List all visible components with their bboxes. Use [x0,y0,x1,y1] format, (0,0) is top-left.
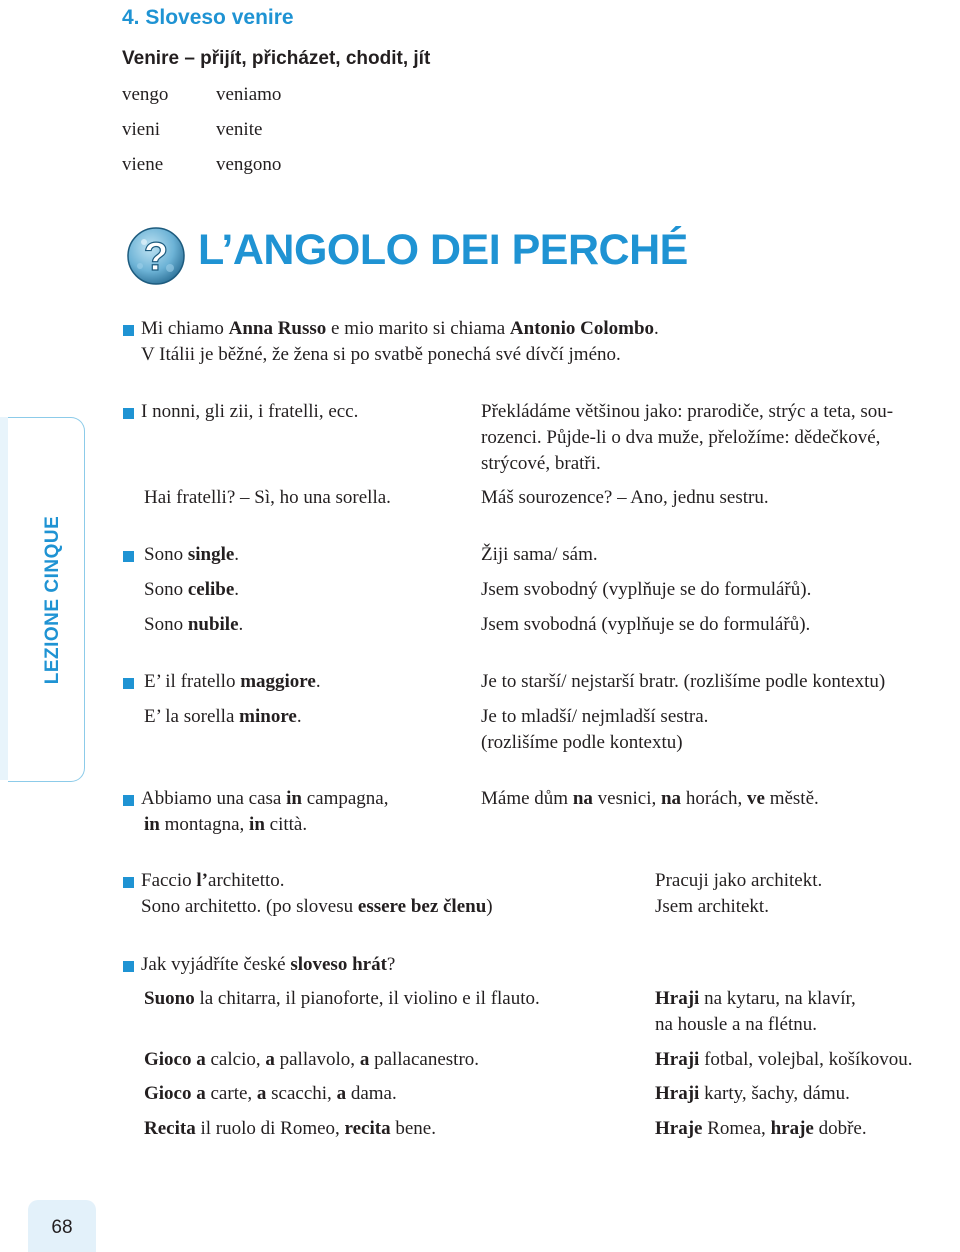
keyword-bold: l’ [196,870,209,891]
bullet2-cz1-line1: Překládáme většinou jako: prarodiče, strýc a teta, sou- [481,401,894,422]
keyword-bold: a [256,1083,267,1104]
bullet2-it1: I nonni, gli zii, i fratelli, ecc. [141,401,359,422]
keyword-bold: in [249,814,265,835]
conj-cell: vengo [122,84,169,105]
text: Jak vyjádříte české [141,954,291,975]
text: bene. [390,1118,436,1139]
keyword-bold: ve [747,788,765,809]
bullet4-cz1: Je to starší/ nejstarší bratr. (rozlišíme podle kontextu) [481,671,886,692]
text: ? [386,954,396,975]
bullet-square-icon [123,877,134,888]
bullet4-cz2: Je to mladší/ nejmladší sestra. [481,706,709,727]
bullet7-cz1b: na housle a na flétnu. [655,1014,817,1035]
bullet1-line2: V Itálii je běžné, že žena si po svatbě ponechá své dívčí jméno. [141,344,621,365]
bullet6-cz2: Jsem architekt. [655,896,769,917]
keyword-bold: Gioco a [144,1083,206,1104]
keyword-bold: essere bez členu [357,896,487,917]
bullet6-it1 [141,870,285,892]
text: městě. [764,788,819,809]
keyword-bold: Suono [144,988,195,1009]
keyword-bold: nubile [187,614,239,635]
bullet4-it2 [144,706,302,728]
question-mark-badge-icon [126,226,186,286]
verb-title: Venire – přijít, přicházet, chodit, jít [122,48,431,69]
text: pallacanestro. [369,1049,480,1070]
text: . [234,544,240,565]
text: na kytaru, na klavír, [699,988,856,1009]
conj-cell: viene [122,154,164,175]
bullet2-cz1-line3: strýcové, bratři. [481,453,601,474]
text: . [315,671,321,692]
bullet7-cz2 [655,1049,913,1071]
bullet6-it2 [141,896,493,918]
section-title: 4. Sloveso venire [122,6,294,29]
name-bold: Antonio Colombo [509,318,655,339]
side-tab-strip [0,417,8,780]
bullet5-cz [481,788,819,810]
bullet-square-icon [123,795,134,806]
bullet3-cz-line: Jsem svobodný (vyplňuje se do formulářů). [481,579,812,600]
bullet7-it4 [144,1118,436,1140]
bullet4-it1 [144,671,321,693]
keyword-bold: recita [344,1118,391,1139]
text: dobře. [813,1118,867,1139]
text: E’ il fratello [144,671,241,692]
keyword-bold: single [187,544,235,565]
bullet7-it2 [144,1049,479,1071]
text: . [296,706,302,727]
side-tab-label: LEZIONE CINQUE [42,515,63,685]
text: Mi chiamo [141,318,229,339]
conj-cell: vengono [216,154,282,175]
text: la chitarra, il pianoforte, il violino e il flauto. [194,988,540,1009]
keyword-bold: in [144,814,160,835]
bullet3-it-line [144,544,239,566]
keyword-bold: in [286,788,302,809]
text: horách, [681,788,748,809]
keyword-bold: minore [239,706,297,727]
text: Máme dům [481,788,573,809]
svg-text:?: ? [143,235,169,279]
text: vesnici, [592,788,661,809]
keyword-bold: sloveso hrát [290,954,387,975]
keyword-bold: hraje [770,1118,814,1139]
bullet5-it2 [144,814,307,836]
bullet-square-icon [123,325,134,336]
bullet3-cz-line: Jsem svobodná (vyplňuje se do formulářů). [481,614,811,635]
bullet1-line1 [141,318,659,340]
keyword-bold: a [336,1083,347,1104]
text: scacchi, [266,1083,337,1104]
keyword-bold: Gioco a [144,1049,206,1070]
text: campagna, [301,788,389,809]
keyword-bold: a [359,1049,370,1070]
text: Sono [144,579,188,600]
keyword-bold: Recita [144,1118,196,1139]
text: città. [264,814,308,835]
bullet7-cz4 [655,1118,867,1140]
keyword-bold: Hraji [655,1049,700,1070]
angolo-title: L’ANGOLO DEI PERCHÉ [198,226,688,274]
text: montagna, [159,814,250,835]
bullet2-cz2: Máš sourozence? – Ano, jednu sestru. [481,487,769,508]
page-number: 68 [51,1217,73,1238]
bullet2-it2: Hai fratelli? – Sì, ho una sorella. [144,487,391,508]
conj-cell: venite [216,119,263,140]
text: dama. [346,1083,397,1104]
bullet-square-icon [123,408,134,419]
text: Abbiamo una casa [141,788,287,809]
bullet7-cz3 [655,1083,850,1105]
bullet3-it-line [144,614,243,636]
text: carte, [205,1083,257,1104]
text: Romea, [702,1118,771,1139]
conj-cell: vieni [122,119,160,140]
bullet7-cz1a [655,988,856,1010]
bullet3-it-line [144,579,239,601]
text: . [654,318,659,339]
name-bold: Anna Russo [228,318,327,339]
text: architetto. [208,870,285,891]
text: . [238,614,244,635]
text: karty, šachy, dámu. [699,1083,850,1104]
text: Faccio [141,870,197,891]
bullet7-it1 [144,988,540,1010]
text: ) [486,896,493,917]
bullet3-cz-line: Žiji sama/ sám. [481,544,598,565]
keyword-bold: celibe [187,579,235,600]
keyword-bold: a [265,1049,275,1070]
keyword-bold: na [660,788,682,809]
keyword-bold: Hraje [655,1118,703,1139]
text: E’ la sorella [144,706,240,727]
text: e mio marito si chiama [326,318,510,339]
keyword-bold: Hraji [655,988,700,1009]
bullet2-cz1-line2: rozenci. Půjde-li o dva muže, přeložíme: dědečkové, [481,427,881,448]
bullet-square-icon [123,678,134,689]
bullet-square-icon [123,961,134,972]
bullet7-it3 [144,1083,397,1105]
keyword-bold: na [572,788,593,809]
text: Sono [144,614,188,635]
bullet-square-icon [123,551,134,562]
keyword-bold: Hraji [655,1083,700,1104]
bullet6-cz1: Pracuji jako architekt. [655,870,823,891]
text: Sono architetto. (po slovesu [141,896,358,917]
keyword-bold: maggiore [240,671,316,692]
bullet4-cz3: (rozlišíme podle kontextu) [481,732,683,753]
text: calcio, [205,1049,266,1070]
text: il ruolo di Romeo, [195,1118,345,1139]
text: Sono [144,544,188,565]
conj-cell: veniamo [216,84,282,105]
bullet7-question [141,954,395,976]
bullet5-it1 [141,788,388,810]
text: . [234,579,240,600]
text: pallavolo, [274,1049,360,1070]
text: fotbal, volejbal, košíkovou. [699,1049,913,1070]
